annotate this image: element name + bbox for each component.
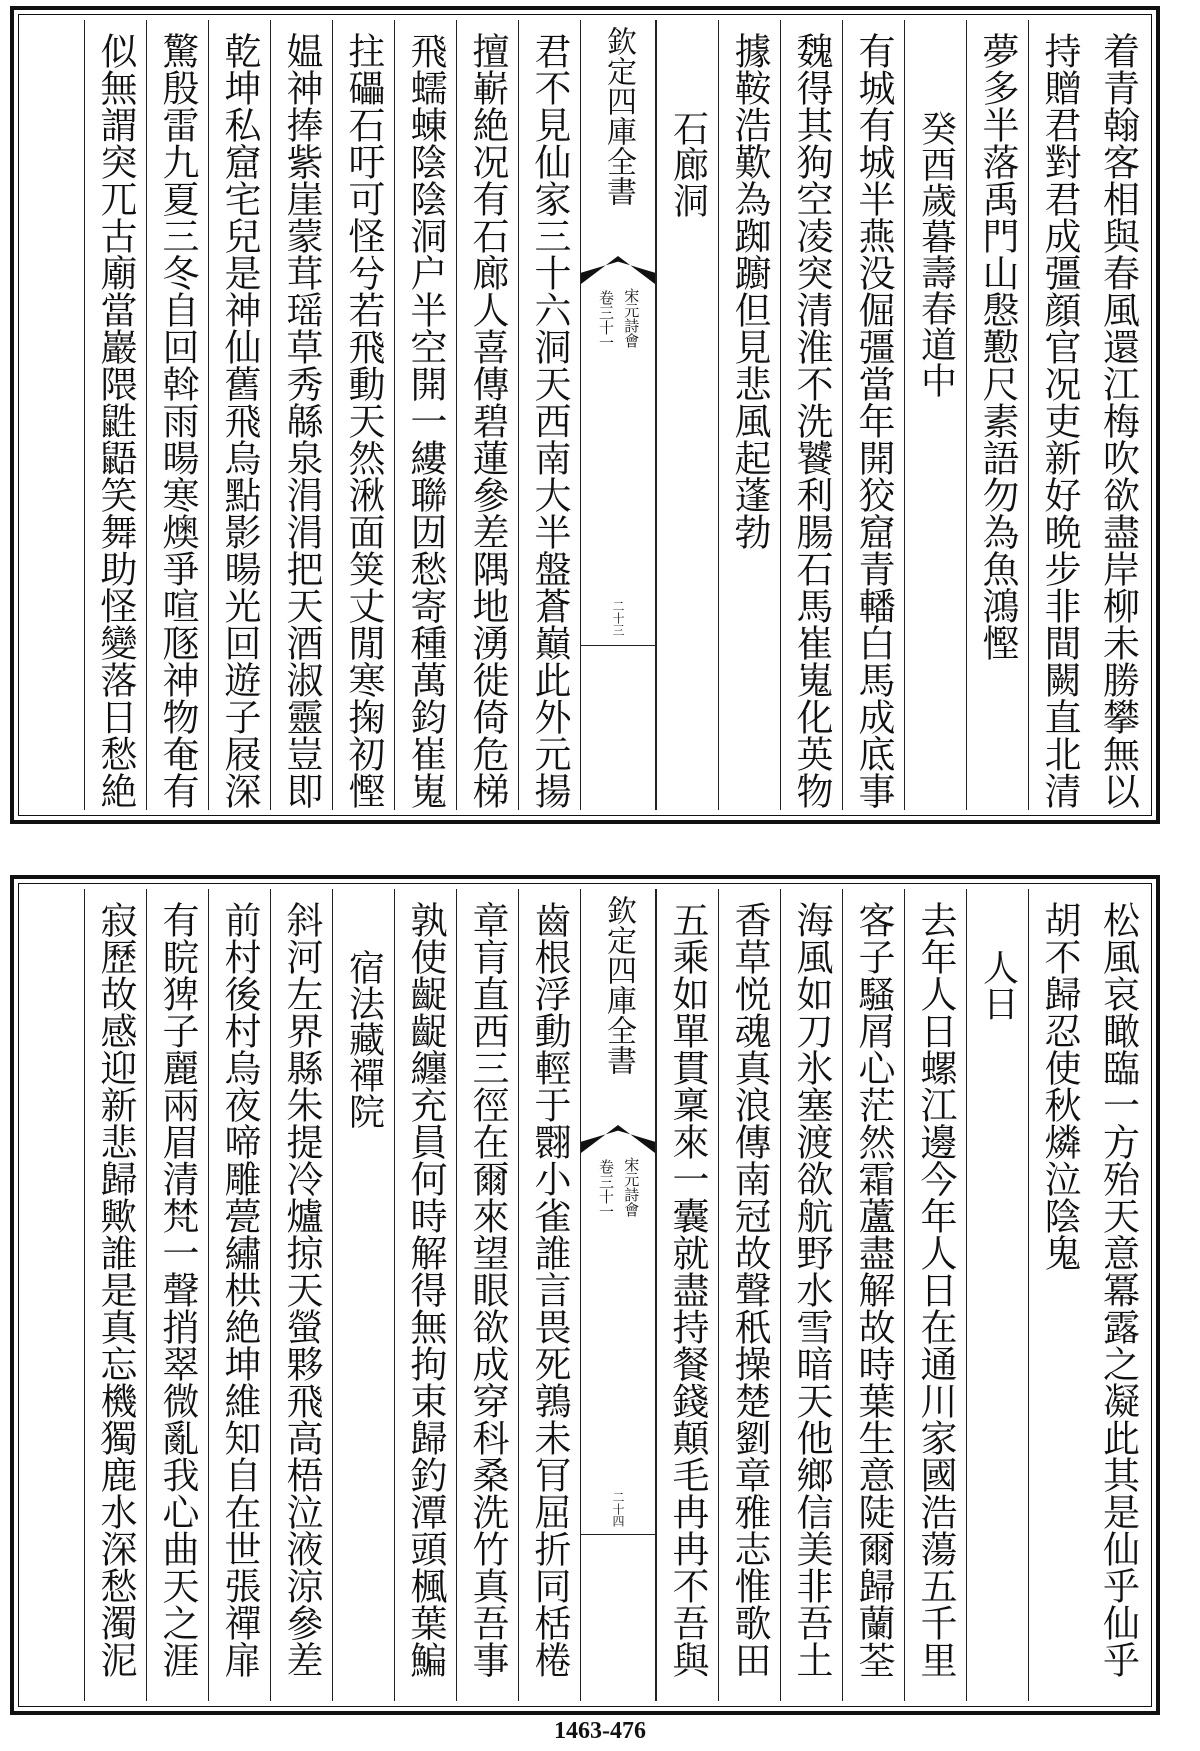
bottom-page-panel: [10, 875, 1160, 1715]
page-number: 二十三: [611, 600, 625, 636]
text-column: [456, 889, 518, 1701]
text-column: [1028, 889, 1090, 1701]
book-name: 欽定四庫全書: [601, 26, 636, 206]
text-column: [146, 20, 208, 810]
column-text: 去年人日螺江邊今年人日在通川家國浩蕩五千里: [914, 901, 957, 1678]
poem-title: 宿法藏禪院: [343, 949, 385, 1129]
column-text: 擅嶄絶况有石廊人喜傳碧蓮參差隅地湧徙倚危梯: [466, 32, 509, 809]
column-text: 客子騷屑心茫然霜蘆盡解故時葉生意陡爾歸蘭荃: [852, 901, 895, 1678]
text-column-margin: [22, 20, 84, 810]
text-column: [270, 889, 332, 1701]
column-text: 持贈君對君成彊顔官况吏新好晩步非間闕直北清: [1038, 32, 1081, 809]
text-column: [394, 20, 456, 810]
fish-tail-mark-icon: [581, 256, 655, 284]
text-column: [780, 889, 842, 1701]
text-column: [518, 20, 580, 810]
text-column: [656, 889, 718, 1701]
column-text: 齒根浮動輕于翾小雀誰言畏死鶉未肎屈折同栝棬: [528, 901, 571, 1678]
column-text: 章肓直西三徑在爾來望眼欲成穿科桑洗竹真吾事: [466, 901, 509, 1678]
text-column: [146, 889, 208, 1701]
poem-title: 石廊洞: [667, 110, 709, 218]
column-text: 乾坤私窟宅兒是神仙舊飛烏點影暘光回遊子屐深: [218, 32, 261, 809]
column-text: 據鞍浩歎為踟躕但見悲風起蓬勃: [728, 32, 771, 550]
text-column: [842, 889, 904, 1701]
text-column: [208, 20, 270, 810]
volume-number: 卷三十一: [597, 290, 616, 350]
fold-rule: [581, 1534, 655, 1535]
column-text: 香草悦魂真浪傳南冠故聲秖操楚劉章雅志惟歌田: [728, 901, 771, 1678]
poem-title: 癸酉歲暮壽春道中: [915, 110, 957, 398]
column-text: 前村後村烏夜啼雕甍繡栱絶坤維知自在世張禪扉: [218, 901, 261, 1678]
column-text: 魏得其狗空凌突清淮不洗饕利腸石馬崔嵬化英物: [790, 32, 833, 809]
column-text: 着青翰客相與春風還江梅吹欲盡岸柳未勝攀無以: [1096, 32, 1140, 809]
page-code: 1463-476: [554, 1718, 646, 1744]
page-number: 二十四: [611, 1491, 625, 1527]
text-column: [904, 20, 966, 810]
column-text: 拄礧石吁可怪兮若飛動天然湫面䇲丈閒寒掬初慳: [342, 32, 385, 809]
collection-name: 宋元詩會: [622, 288, 641, 348]
text-column: [456, 20, 518, 810]
column-text: 海風如刀氷塞渡欲航野水雪暗天他鄉信美非吾土: [790, 901, 833, 1678]
column-text: 有城有城半燕没倔彊當年開狡窟青轓白馬成底事: [852, 32, 895, 809]
text-column: [1090, 889, 1146, 1701]
column-text: 媪神捧紫崖蒙茸瑶草秀緜泉涓涓把天酒淑靈豈即: [280, 32, 323, 809]
column-text: 五乘如單貫稟來一囊就盡持餐錢顛毛冉冉不吾與: [666, 901, 709, 1678]
text-column: [84, 20, 146, 810]
column-text: 松風哀瞰臨一方殆天意冪露之凝此其是仙乎仙乎: [1096, 901, 1140, 1678]
column-text: 有睆猈子麗兩眉清梵一聲捎翠微亂我心曲天之涯: [156, 901, 199, 1678]
text-column: [842, 20, 904, 810]
column-text: 似無謂突兀古廟當巖隈鼪鼯笑舞助怪變落日愁絶: [94, 32, 137, 809]
center-fold: [580, 20, 656, 810]
collection-name: 宋元詩會: [622, 1157, 641, 1217]
text-column: [518, 889, 580, 1701]
column-text: 胡不歸忍使秋燐泣陰鬼: [1038, 901, 1081, 1271]
top-page-panel: [10, 6, 1160, 824]
text-column: [270, 20, 332, 810]
column-text: 君不見仙家三十六洞天西南大半盤蒼巔此外元揚: [528, 32, 571, 809]
text-column: [394, 889, 456, 1701]
column-text: 斜河左界縣朱提冷爐掠天螢夥飛高梧泣液涼參差: [280, 901, 323, 1678]
text-column: [84, 889, 146, 1701]
column-text: 寂歷故感迎新悲歸歟誰是真忘機獨鹿水深愁濁泥: [94, 901, 137, 1678]
text-column: [332, 20, 394, 810]
text-column: [656, 20, 718, 810]
poem-title: 人日: [977, 949, 1019, 1021]
text-column: [904, 889, 966, 1701]
text-column: [1028, 20, 1090, 810]
text-column: [966, 20, 1028, 810]
text-column-margin: [22, 889, 84, 1701]
text-column: [1090, 20, 1146, 810]
book-name: 欽定四庫全書: [601, 895, 636, 1075]
fold-rule: [581, 645, 655, 646]
column-text: 孰使齪齪纏充員何時解得無拘束歸釣潭頭楓葉鯿: [404, 901, 447, 1678]
text-column: [966, 889, 1028, 1701]
text-column: [718, 20, 780, 810]
column-text: 飛蠕蝀陰陰洞户半空開一縷聯㘞愁寄種萬鈞崔嵬: [404, 32, 447, 809]
center-fold: [580, 889, 656, 1701]
text-column: [332, 889, 394, 1701]
text-column: [718, 889, 780, 1701]
text-column: [780, 20, 842, 810]
volume-number: 卷三十一: [597, 1159, 616, 1219]
fish-tail-mark-icon: [581, 1125, 655, 1153]
column-text: 驚殷雷九夏三冬自回斡雨暘寒燠爭喧豗神物奄有: [156, 32, 199, 809]
column-text: 夢多半落禹門山慇懃尺素語勿為魚鴻慳: [976, 32, 1019, 661]
text-column: [208, 889, 270, 1701]
